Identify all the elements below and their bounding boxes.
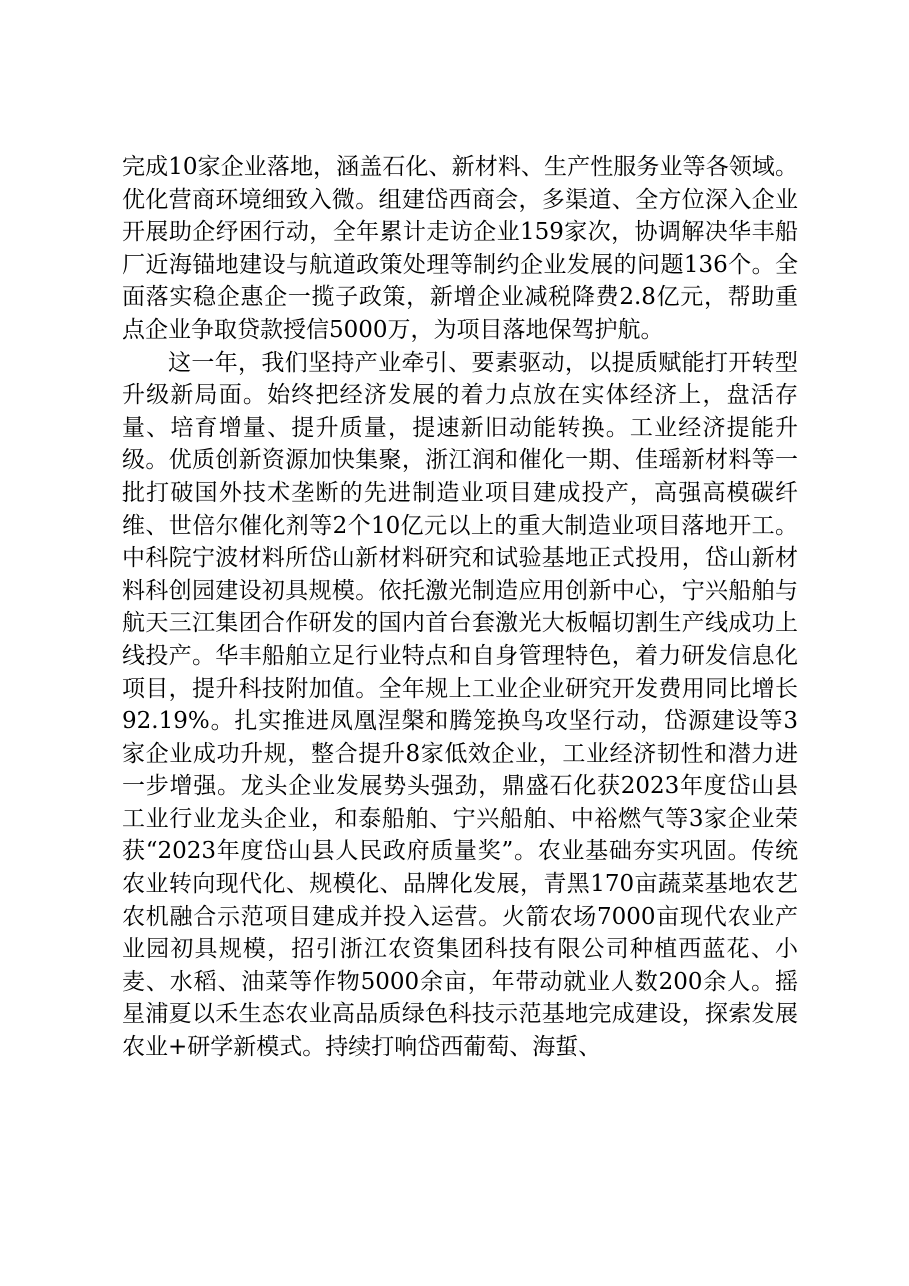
paragraph-1: 完成10家企业落地，涵盖石化、新材料、生产性服务业等各领域。优化营商环境细致入微。组建岱西商会，多渠道、全方位深入企业开展助企纾困行动，全年累计走访企业159家次，协调解决华丰船厂近海锚地建设与航道政策处理等制约企业发展的问题136个。全面落实稳企惠企一揽子政策，新增企业减税降费2.8亿元，帮助重点企业争取贷款授信5000万，为项目落地保驾护航。 [122,154,798,343]
paragraph-2: 这一年，我们坚持产业牵引、要素驱动，以提质赋能打开转型升级新局面。始终把经济发展的着力点放在实体经济上，盘活存量、培育增量、提升质量，提速新旧动能转换。工业经济提能升级。优质创新资源加快集聚，浙江润和催化一期、佳瑶新材料等一批打破国外技术垄断的先进制造业项目建成投产，高强高模碳纤维、世倍尔催化剂等2个10亿元以上的重大制造业项目落地开工。中科院宁波材料所岱山新材料研究和试验基地正式投用，岱山新材料科创园建设初具规模。依托激光制造应用创新中心，宁兴船舶与航天三江集团合作研发的国内首台套激光大板幅切割生产线成功上线投产。华丰船舶立足行业特点和自身管理特色，着力研发信息化项目，提升科技附加值。全年规上工业企业研究开发费用同比增长92.19%。扎实推进凤凰涅槃和腾笼换鸟攻坚行动，岱源建设等3家企业成功升规，整合提升8家低效企业，工业经济韧性和潜力进一步增强。龙头企业发展势头强劲，鼎盛石化获2023年度岱山县工业行业龙头企业，和泰船舶、宁兴船舶、中裕燃气等3家企业荣获“2023年度岱山县人民政府质量奖”。农业基础夯实巩固。传统农业转向现代化、规模化、品牌化发展，青黑170亩蔬菜基地农艺农机融合示范项目建成并投入运营。火箭农场7000亩现代农业产业园初具规模，招引浙江农资集团科技有限公司种植西蓝花、小麦、水稻、油菜等作物5000余亩，年带动就业人数200余人。摇星浦夏以禾生态农业高品质绿色科技示范基地完成建设，探索发展农业+研学新模式。持续打响岱西葡萄、海蜇、 [122,349,798,1061]
document-body [122,151,798,1064]
